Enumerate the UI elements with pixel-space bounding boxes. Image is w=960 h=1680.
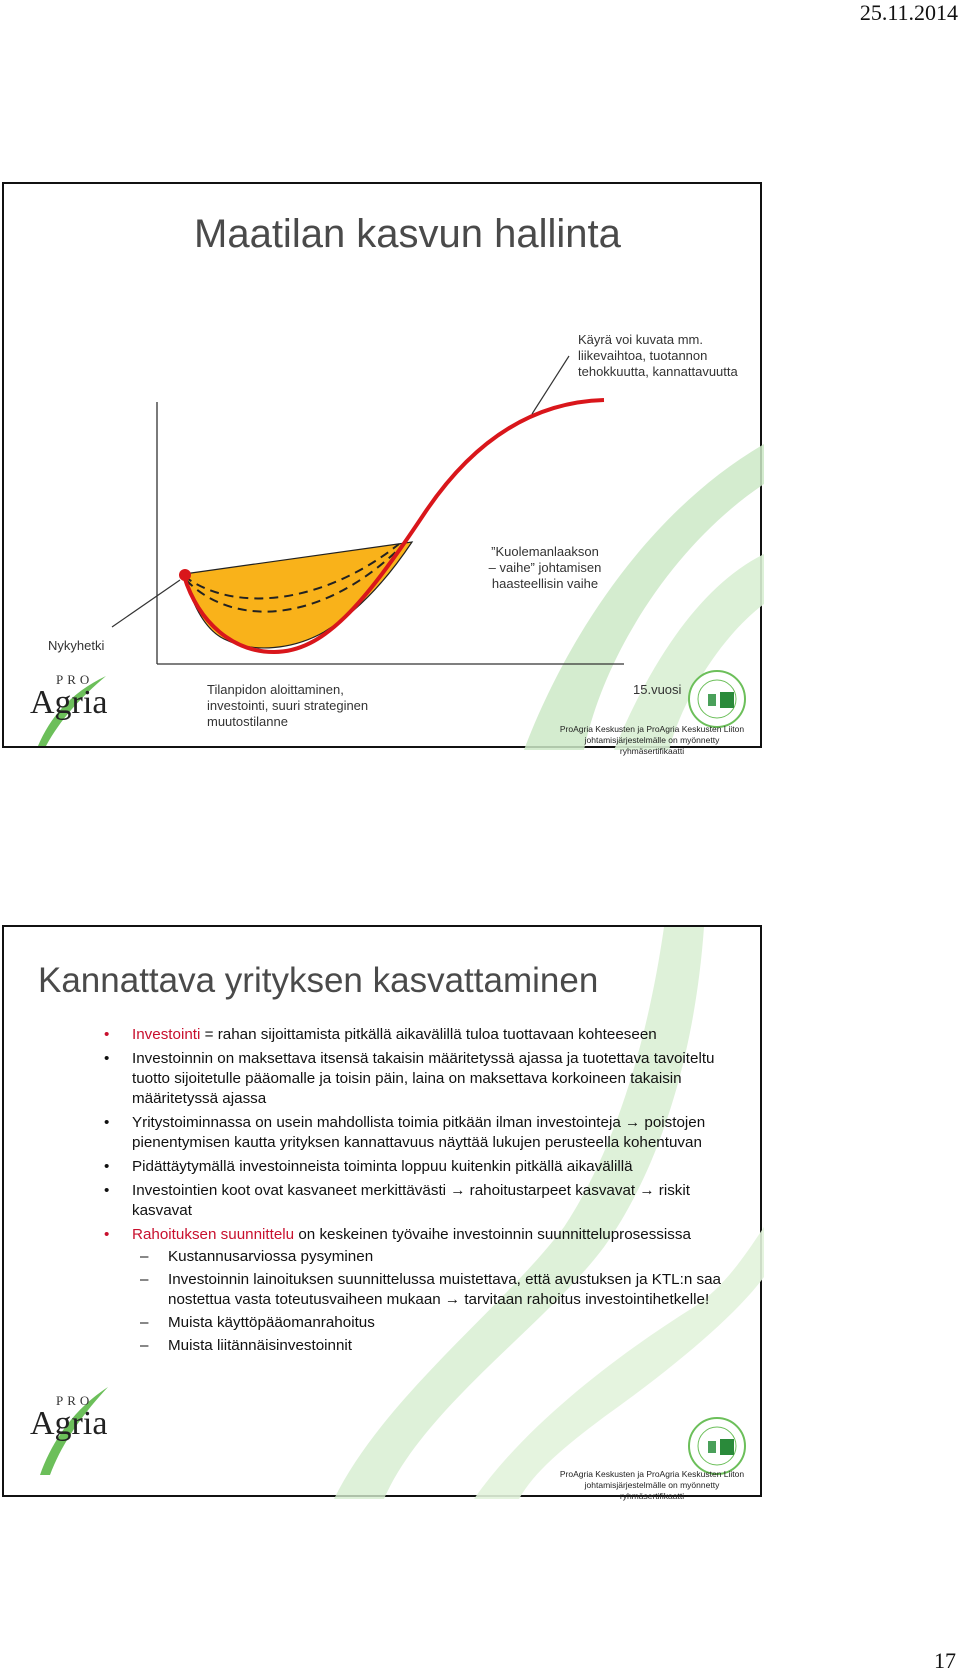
- dash-icon: –: [140, 1248, 149, 1265]
- bullet-dot-icon: •: [104, 1226, 110, 1243]
- logo-agria-text: Agria: [30, 1405, 108, 1442]
- bullet-dot-icon: •: [104, 1114, 110, 1131]
- bullet-text: on keskeinen työvaihe investoinnin suunnitteluprosessissa: [294, 1226, 691, 1243]
- certificate-seal-icon: [686, 668, 748, 730]
- certificate-seal-icon: [686, 1415, 748, 1477]
- bullet-item: [104, 1225, 734, 1356]
- sub-bullet-list: [132, 1247, 734, 1356]
- label-start: Tilanpidon aloittaminen, investointi, suuri strateginen muutostilanne: [207, 682, 369, 729]
- page-number: 17: [934, 1648, 956, 1673]
- bullet-dot-icon: •: [104, 1158, 110, 1175]
- growth-curve-diagram: [4, 184, 764, 750]
- pointer-now: [112, 580, 180, 627]
- dash-icon: –: [140, 1337, 149, 1354]
- annotation-valley: ”Kuolemanlaakson – vaihe” johtamisen haasteellisin vaihe: [488, 544, 602, 591]
- logo-agria-text: Agria: [30, 684, 108, 721]
- dash-icon: –: [140, 1271, 149, 1288]
- slide-profitable-growth: [2, 925, 762, 1501]
- bullet-highlight: Rahoituksen suunnittelu: [132, 1226, 295, 1243]
- bullet-text: Yritystoiminnassa on usein mahdollista toimia pitkään ilman investointeja → poistojen pienentymisen kautta yrityksen kannattavuus näyttää lukujen perusteella kohentuvan: [132, 1114, 706, 1151]
- label-now: Nykyhetki: [48, 638, 105, 653]
- logo-pro-text: PRO: [56, 672, 94, 687]
- proagria-logo: [30, 1389, 140, 1469]
- sub-bullet-item: [132, 1247, 734, 1267]
- bullet-text: = rahan sijoittamista pitkällä aikavälillä tuloa tuottavaan kohteeseen: [200, 1026, 657, 1043]
- certificate-caption-line2: johtamisjärjestelmälle on myönnetty ryhmäsertifikaatti: [584, 735, 720, 756]
- start-point-marker: [179, 569, 191, 581]
- page-date: 25.11.2014: [859, 0, 958, 25]
- bullet-dot-icon: •: [104, 1182, 110, 1199]
- annotation-curve: Käyrä voi kuvata mm. liikevaihtoa, tuotannon tehokkuutta, kannattavuutta: [578, 332, 738, 379]
- proagria-logo: [30, 668, 140, 748]
- bullet-item: [104, 1113, 734, 1153]
- sub-bullet-text: Muista liitännäisinvestoinnit: [168, 1337, 353, 1354]
- dash-icon: –: [140, 1314, 149, 1331]
- label-year: 15.vuosi: [633, 682, 682, 697]
- bullet-item: [104, 1157, 734, 1177]
- bullet-highlight: Investointi: [132, 1026, 201, 1043]
- bullet-dot-icon: •: [104, 1026, 110, 1043]
- bullet-list: [104, 1025, 734, 1360]
- bullet-text: Investointien koot ovat kasvaneet merkittävästi → rahoitustarpeet kasvavat → riskit kasvavat: [132, 1182, 690, 1219]
- logo-pro-text: PRO: [56, 1393, 94, 1408]
- certificate-caption-line1: ProAgria Keskusten ja ProAgria Keskusten Liiton: [559, 1469, 745, 1479]
- sub-bullet-item: [132, 1270, 734, 1310]
- slide-title: Kannattava yrityksen kasvattaminen: [38, 961, 599, 1000]
- sub-bullet-item: [132, 1313, 734, 1333]
- slide-growth-management: [2, 182, 762, 756]
- sub-bullet-text: Kustannusarviossa pysyminen: [168, 1248, 374, 1265]
- certificate-caption-line1: ProAgria Keskusten ja ProAgria Keskusten Liiton: [559, 724, 745, 734]
- bullet-item: [104, 1049, 734, 1109]
- sub-bullet-item: [132, 1336, 734, 1356]
- bullet-item: [104, 1025, 734, 1045]
- slide-title: Maatilan kasvun hallinta: [194, 212, 621, 256]
- bullet-text: Investoinnin on maksettava itsensä takaisin määritetyssä ajassa ja tuotettava tavoiteltu tuotto sijoitetulle pääomalle ja toisin päin, laina on maksettava korkoineen takaisin määritetyssä ajassa: [132, 1050, 715, 1107]
- certificate-caption: [552, 1469, 752, 1502]
- bullet-text: Pidättäytymällä investoinneista toiminta loppuu kuitenkin pitkällä aikavälillä: [132, 1158, 633, 1175]
- sub-bullet-text: Investoinnin lainoituksen suunnittelussa muistettava, että avustuksen ja KTL:n saa nostettua vasta toteutusvaiheen mukaan → tarvitaan rahoitus investointihetkelle!: [168, 1271, 721, 1308]
- sub-bullet-text: Muista käyttöpääomanrahoitus: [168, 1314, 375, 1331]
- bullet-item: [104, 1181, 734, 1221]
- bullet-dot-icon: •: [104, 1050, 110, 1067]
- certificate-caption: [552, 724, 752, 757]
- certificate-caption-line2: johtamisjärjestelmälle on myönnetty ryhmäsertifikaatti: [584, 1480, 720, 1501]
